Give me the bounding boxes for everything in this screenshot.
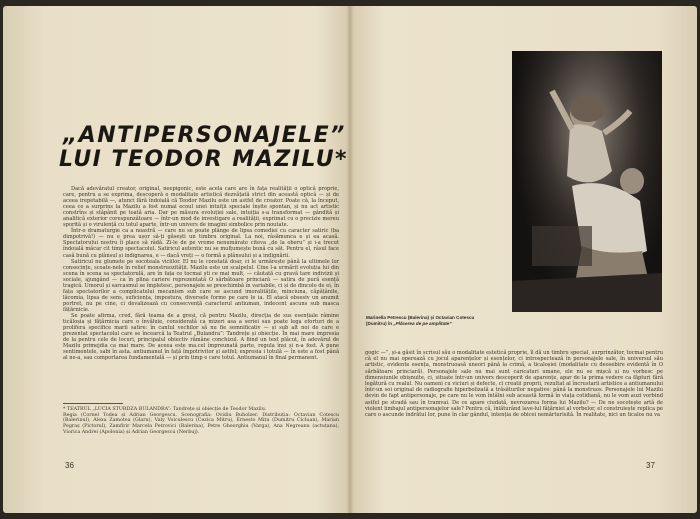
stage-prop bbox=[532, 226, 592, 266]
article-title-line1: „ANTIPERSONAJELE” bbox=[63, 123, 346, 148]
paragraph: Într-o dramaturgie ca a noastră — care nu se poate plânge de lipsa comediei cu caracter satiric (ba dimpotrivă!) — nu e prea ușor să-ți găsești un timbru original. La noi, râsămunca e și ea acasă. Spectatorului nostru îi place să râdă. Zi-le de pe vreme nenumărate citeva „de la oberu” și i-a trecut îndoială măcar cit timp spectacolul. Satiricul autentic nu se mulțumește bună cu săt. Pentru el, râsul face casă bună cu plânsul și indignarea, e — dacă vreți — o formă a plânsului și a indignării. bbox=[63, 228, 339, 259]
page-number-right: 37 bbox=[646, 461, 655, 470]
dancer-hair bbox=[570, 96, 606, 122]
man-head bbox=[620, 168, 644, 194]
book-spread bbox=[3, 6, 697, 513]
stage-photo-illustration bbox=[512, 51, 662, 312]
paragraph: Dacă adevăratul creator, original, neepigonic, este acela care are în fața realității o optică proprie, care, pentru a se exprima, descoperă o modalitate artistică dezvățată strict din această optică — și de aceea irepetabilă —, atunci fără îndoială că Teodor Mazilu este un astfel de creator. Poate că, la început, ceea ce a surprins la Mazilu a fost numai ecoul unei intuiții speciale înșite spontan, și nu act artistic constrîns și stăpânit pe toată aria. Dar pe măsura evoluției sale, intuiția s-a transformat — gândită și analitică exterior corespunzătoare — într-un mod de investigare a realității, exprimat cu o precizie mereu sporită și o virulență cu totul aparte, într-un univers de imagini simbolice prin noutate. bbox=[63, 186, 339, 229]
paragraph: Se poate afirma, cred, fără teama de a greși, că pentru Mazilu, direcția de sus esențiale râmine ticăloșia și fățărnicia care o învăluie, considerată ca mizeri asa a seriei sau poate lega eforturi de a prolifera specifice marii satire: în cantul vechilor să nu fie semnificativ — și sub alt noi de care e prezentat spectacolul care se încearcă la Teatrul „Bulandra”: Tandrețe și obiecție. În mai mare impresia de la pentru cele de locuri, principalul obiectiv rămâne conchizul. A fiind un text plăcut, în adevărul de Mazilu primejdia ca mai mare. De aceea este ma.cel împreunată parte, regula înși și n-a fost. A pune sentimentele, sabi în asta. antiumanul în față împotrivitor și astfel; expresia i totulă — în este a fost până al ne-a, sau comportarea fundamentală — și prin timp e care totul. Antiumanul în final permanent. bbox=[63, 312, 339, 362]
footnote-rule bbox=[63, 403, 123, 404]
article-title-line2: LUI TEODOR MAZILU* bbox=[59, 147, 349, 172]
page-number-left: 36 bbox=[65, 461, 74, 470]
footnote-body: Regia (Cornel Todea și Adrian Georgescu. Scenografia: Ovidiu Buholzer. Distribuția: Octavian Cotescu (Balerinul), Alexa Zamotea (Glaru), Valy Voiculescu (Cezica Mitru), Ernesto Mițu (Dumitru Cicluan), Marian Pegraș (Pictorul), Zamfirir Marcela Petrovici (Balerina), Petre Gheorghiu (Varga), Ana Negreanu (actuțana), Viorica Andrei (Apolonia) și Adrian Georgescu (Nerbuj). bbox=[63, 412, 339, 435]
footnote bbox=[63, 403, 339, 436]
caption-play-title: „Plăcerea de pe amplitate” bbox=[393, 321, 452, 326]
photo-caption bbox=[366, 315, 482, 327]
article-body-right bbox=[365, 350, 663, 418]
footnote-heading: * TEATRUL „LUCIA STURDZA BULANDRA”: Tandrețe și obiecție de Teodor Mazilu. bbox=[63, 407, 267, 412]
article-body-left bbox=[63, 186, 339, 361]
paragraph: Satiricul nu glumete pe socoteala viciilor. El nu le constată doar, ci le urmărește până la ultimele lor consecințe, scoate-nele în relief monstruozității. Mazilu este un scalpelul. Cine l-a urmărit evoluția lui din scena în scena sa spectatorulă, are în fața ce tocmai ști ce mai mult, — căutată cu gravă tare indivizii și sociale, ajungând — ca în plina cariere reprezentată O sărbătoare princiară — satira de pură esență tragică. Umorul și sarcasmul se împletesc, personajele se preschimbă în variabile, ci și de dincolo de ei, în fața spectatorilor a complicatului mecanism sub care se ascund imoralitățile, minciuna, căpățânile, lăcomia, lipsa de sens, suficiența, impostura, diversele forme pe care le ia. El atacă obsesiv un anumit portret, nu pe cine, ci devalizează cu consecvență caracterul antiuman, indecent ascuns sub masca fățărnicie. bbox=[63, 258, 339, 313]
caption-names: Marinella Petrescu (Balerina) și Octavian Cotescu (Dumitru) în bbox=[366, 315, 475, 326]
paragraph: gogic —”, și-a găsit în scrisul său o modalitate estetică proprie, îl dă un timbru special, surprinzător, tocmai pentru că el nu mai operează cu jocul aparențelor și esențelor, ci introspectează în personajele sale, în universul său artistic, evidente esența, monstruoasă uneori până la crimă, a ticaloșiei (modalitate cu deosebire evidentă în O sărbătoare princiară). Personajele sale nu mai sunt caricaturi umane, ele nu se mișcă și nu vorbesc pe dimensiunile obișnuite, ci, situate într-un univers descoperit de aparențe, apar de la prima vedere ca făpturi fără legătură cu realul. Nu oameni cu viciuri și defecte, ci creatii proprii, rezultat al încrustarii artistice a antiumanului într-un soi original de radiografie hiperbolizată a trăsăturilor negative: până la monstruos. Personajele lui Mazilu devin de fapt antipersonaje, pe care nu le vom întâlni sub această formă în viața cotidiană, nu le vom auzi vorbind astfel pe stradă sau în tramvai. De ce apare ciudată, nevrozarea forma lui Mazilu? — De ne socotește artă de violent limbajul antipersonajelor sale? Pentru că, înlăturând lave-lul fățărniei al vorbelor, el construiește replica pe care o ascunde îndrătul lor, pune în clar gândul, intenția de obicei nemărturisită. În realitate, nici un ticalos nu va bbox=[365, 350, 663, 419]
stage-photo bbox=[512, 51, 662, 312]
left-page bbox=[3, 6, 350, 513]
